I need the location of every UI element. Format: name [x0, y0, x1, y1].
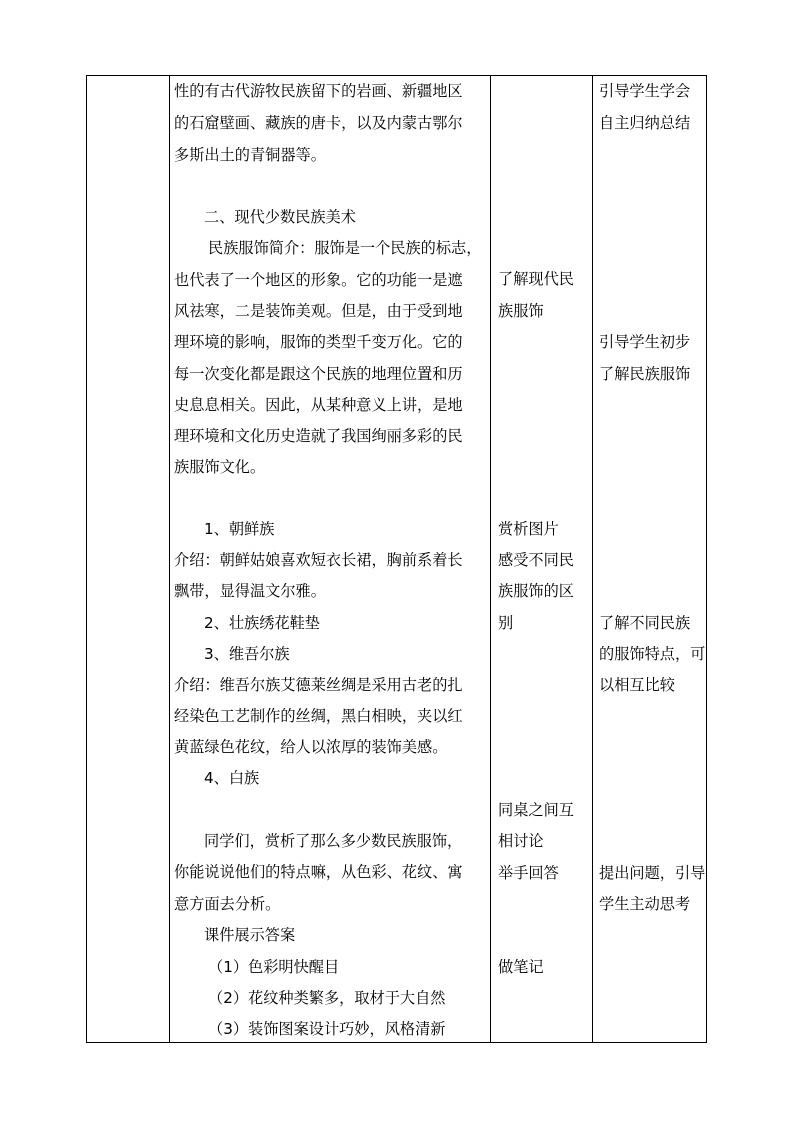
- content-line: 也代表了一个地区的形象。它的功能一是遮: [174, 271, 463, 289]
- answer-item: （1）色彩明快醒目: [208, 958, 340, 976]
- content-line: 族服饰文化。: [174, 458, 266, 476]
- student-activity-line: 同桌之间互: [498, 801, 574, 819]
- content-line: 的石窟壁画、藏族的唐卡，以及内蒙古鄂尔: [174, 114, 463, 132]
- design-intent-line: 引导学生初步: [599, 333, 691, 351]
- design-intent-line: 提出问题，引导: [599, 864, 706, 882]
- design-intent-line: 了解民族服饰: [599, 365, 691, 383]
- content-line: 飘带，显得温文尔雅。: [174, 582, 326, 600]
- design-intent-line: 的服饰特点，可: [599, 645, 706, 663]
- design-intent-line: 自主归纳总结: [599, 114, 691, 132]
- content-line: 介绍：维吾尔族艾德莱丝绸是采用古老的扎: [174, 676, 463, 694]
- content-line: 同学们，赏析了那么多少数民族服饰，: [204, 832, 463, 850]
- content-line: 每一次变化都是跟这个民族的地理位置和历: [174, 365, 463, 383]
- content-line: 介绍：朝鲜姑娘喜欢短衣长裙，胸前系着长: [174, 551, 463, 569]
- content-line: 民族服饰简介：服饰是一个民族的标志，: [208, 239, 482, 257]
- student-activity-line: 感受不同民: [498, 551, 574, 569]
- content-line: 多斯出土的青铜器等。: [174, 146, 326, 164]
- content-line: 理环境和文化历史造就了我国绚丽多彩的民: [174, 427, 463, 445]
- list-item: 3、维吾尔族: [204, 645, 290, 663]
- content-line: 课件展示答案: [204, 926, 296, 944]
- content-line: 理环境的影响，服饰的类型千变万化。它的: [174, 333, 463, 351]
- student-activity-line: 做笔记: [498, 958, 544, 976]
- design-intent-line: 了解不同民族: [599, 614, 691, 632]
- content-line: 黄蓝绿色花纹，给人以浓厚的装饰美感。: [174, 738, 448, 756]
- content-line: 风祛寒，二是装饰美观。但是，由于受到地: [174, 302, 463, 320]
- design-intent-cell: [593, 76, 707, 1042]
- content-line: 你能说说他们的特点嘛，从色彩、花纹、寓: [174, 863, 463, 881]
- student-activity-line: 了解现代民: [498, 270, 574, 288]
- content-line: 意方面去分析。: [174, 895, 281, 913]
- section-heading: 二、现代少数民族美术: [204, 208, 356, 226]
- content-line: 经染色工艺制作的丝绸，黑白相映，夹以红: [174, 707, 463, 725]
- answer-item: （2）花纹种类繁多，取材于大自然: [208, 989, 446, 1007]
- design-intent-line: 引导学生学会: [599, 82, 691, 100]
- student-activity-cell: [491, 76, 592, 1042]
- content-line: 史息息相关。因此，从某种意义上讲，是地: [174, 396, 463, 414]
- design-intent-line: 学生主动思考: [599, 895, 691, 913]
- student-activity-line: 举手回答: [498, 864, 559, 882]
- list-item: 2、壮族绣花鞋垫: [204, 614, 320, 632]
- student-activity-line: 相讨论: [498, 832, 544, 850]
- student-activity-line: 别: [498, 614, 514, 632]
- lesson-plan-table: [86, 75, 707, 1043]
- list-item: 4、白族: [204, 769, 260, 787]
- design-intent-line: 以相互比较: [599, 676, 675, 694]
- student-activity-line: 赏析图片: [498, 520, 559, 538]
- stage-cell: [87, 76, 169, 1042]
- student-activity-line: 族服饰: [498, 302, 544, 320]
- list-item: 1、朝鲜族: [204, 520, 275, 538]
- answer-item: （3）装饰图案设计巧妙，风格清新: [208, 1020, 446, 1038]
- student-activity-line: 族服饰的区: [498, 582, 574, 600]
- content-cell: [170, 76, 490, 1042]
- content-line: 性的有古代游牧民族留下的岩画、新疆地区: [174, 82, 463, 100]
